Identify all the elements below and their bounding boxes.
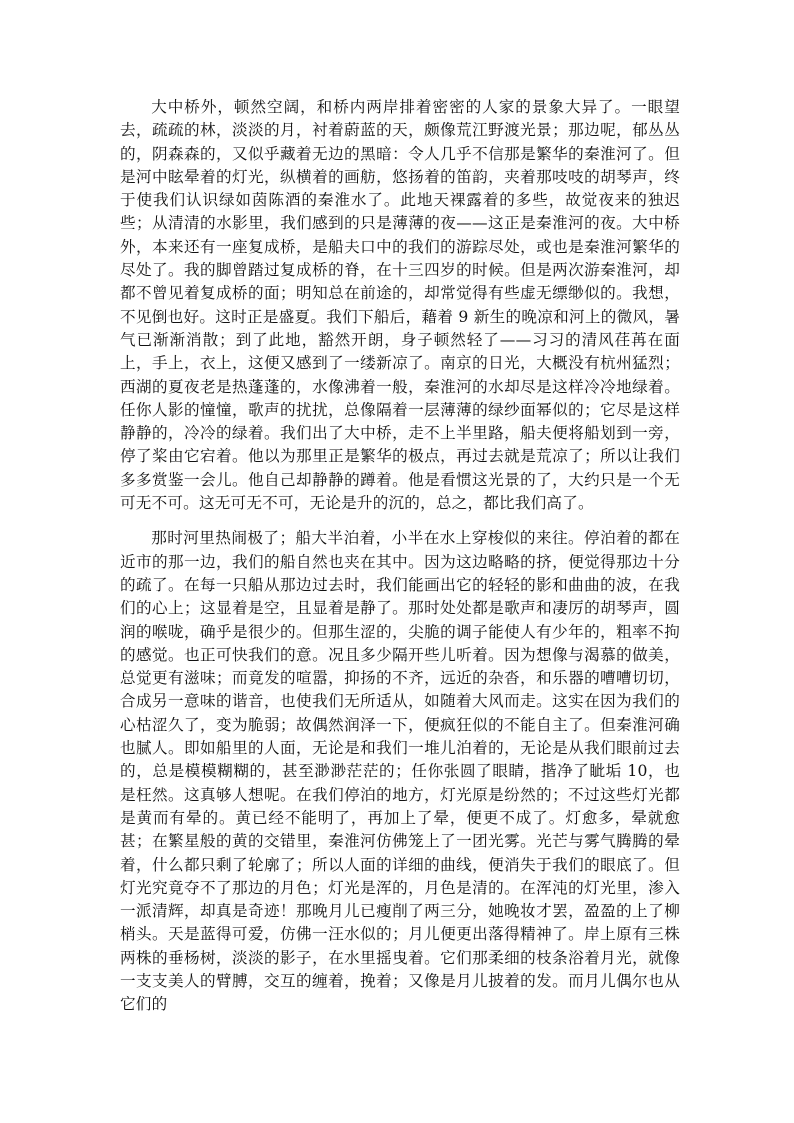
paragraph-2: 那时河里热闹极了；船大半泊着，小半在水上穿梭似的来往。停泊着的都在近市的那一边，我们的船自然也夹在其中。因为这边略略的挤，便觉得那边十分的疏了。在每一只船从那边过去时，我们能画出它的轻轻的影和曲曲的波，在我们的心上；这显着是空，且显着是静了。那时处处都是歌声和凄厉的胡琴声，圆润的喉咙，确乎是很少的。但那生涩的，尖脆的调子能使人有少年的，粗率不拘的感觉。也正可快我们的意。况且多少隔开些儿听着。因为想像与渴慕的做美，总觉更有滋味；而竟发的喧嚣，抑扬的不齐，远近的杂沓，和乐器的嘈嘈切切，合成另一意味的谐音，也使我们无所适从，如随着大风而走。这实在因为我们的心枯涩久了，变为脆弱；故偶然润泽一下，便疯狂似的不能自主了。但秦淮河确也腻人。即如船里的人面，无论是和我们一堆儿泊着的，无论是从我们眼前过去的，总是模模糊糊的，甚至渺渺茫茫的；任你张圆了眼睛，揩净了眦垢 10，也是枉然。这真够人想呢。在我们停泊的地方，灯光原是纷然的；不过这些灯光都是黄而有晕的。黄已经不能明了，再加上了晕，便更不成了。灯愈多，晕就愈甚；在繁星般的黄的交错里，秦淮河仿佛笼上了一团光雾。光芒与雾气腾腾的晕着，什么都只剩了轮廓了；所以人面的详细的曲线，便消失于我们的眼底了。但灯光究竟夺不了那边的月色；灯光是浑的，月色是清的。在浑沌的灯光里，渗入一派清辉，却真是奇迹！那晚月儿已瘦削了两三分，她晚妆才罢，盈盈的上了柳梢头。天是蓝得可爱，仿佛一汪水似的；月儿便更出落得精神了。岸上原有三株两株的垂杨树，淡淡的影子，在水里摇曳着。它们那柔细的枝条浴着月光，就像一支支美人的臂膊，交互的缠着，挽着；又像是月儿披着的发。而月儿偶尔也从它们的 <box>120 529 680 1014</box>
paragraph-1: 大中桥外，顿然空阔，和桥内两岸排着密密的人家的景象大异了。一眼望去，疏疏的林，淡淡的月，衬着蔚蓝的天，颇像荒江野渡光景；那边呢，郁丛丛的，阴森森的，又似乎藏着无边的黑暗：令人几乎不信那是繁华的秦淮河了。但是河中眩晕着的灯光，纵横着的画舫，悠扬着的笛韵，夹着那吱吱的胡琴声，终于使我们认识绿如茵陈酒的秦淮水了。此地天裸露着的多些，故觉夜来的独迟些；从清清的水影里，我们感到的只是薄薄的夜——这正是秦淮河的夜。大中桥外，本来还有一座复成桥，是船夫口中的我们的游踪尽处，或也是秦淮河繁华的尽处了。我的脚曾踏过复成桥的脊，在十三四岁的时候。但是两次游秦淮河，却都不曾见着复成桥的面；明知总在前途的，却常觉得有些虚无缥缈似的。我想，不见倒也好。这时正是盛夏。我们下船后，藉着 9 新生的晚凉和河上的微风，暑气已渐渐消散；到了此地，豁然开朗，身子顿然轻了——习习的清风荏苒在面上，手上，衣上，这便又感到了一缕新凉了。南京的日光，大概没有杭州猛烈；西湖的夏夜老是热蓬蓬的，水像沸着一般，秦淮河的水却尽是这样冷冷地绿着。任你人影的憧憧，歌声的扰扰，总像隔着一层薄薄的绿纱面幂似的；它尽是这样静静的，冷冷的绿着。我们出了大中桥，走不上半里路，船夫便将船划到一旁，停了桨由它宕着。他以为那里正是繁华的极点，再过去就是荒凉了；所以让我们多多赏鉴一会儿。他自己却静静的蹲着。他是看惯这光景的了，大约只是一个无可无不可。这无可无不可，无论是升的沉的，总之，都比我们高了。 <box>120 98 680 513</box>
document-page <box>120 96 680 1017</box>
